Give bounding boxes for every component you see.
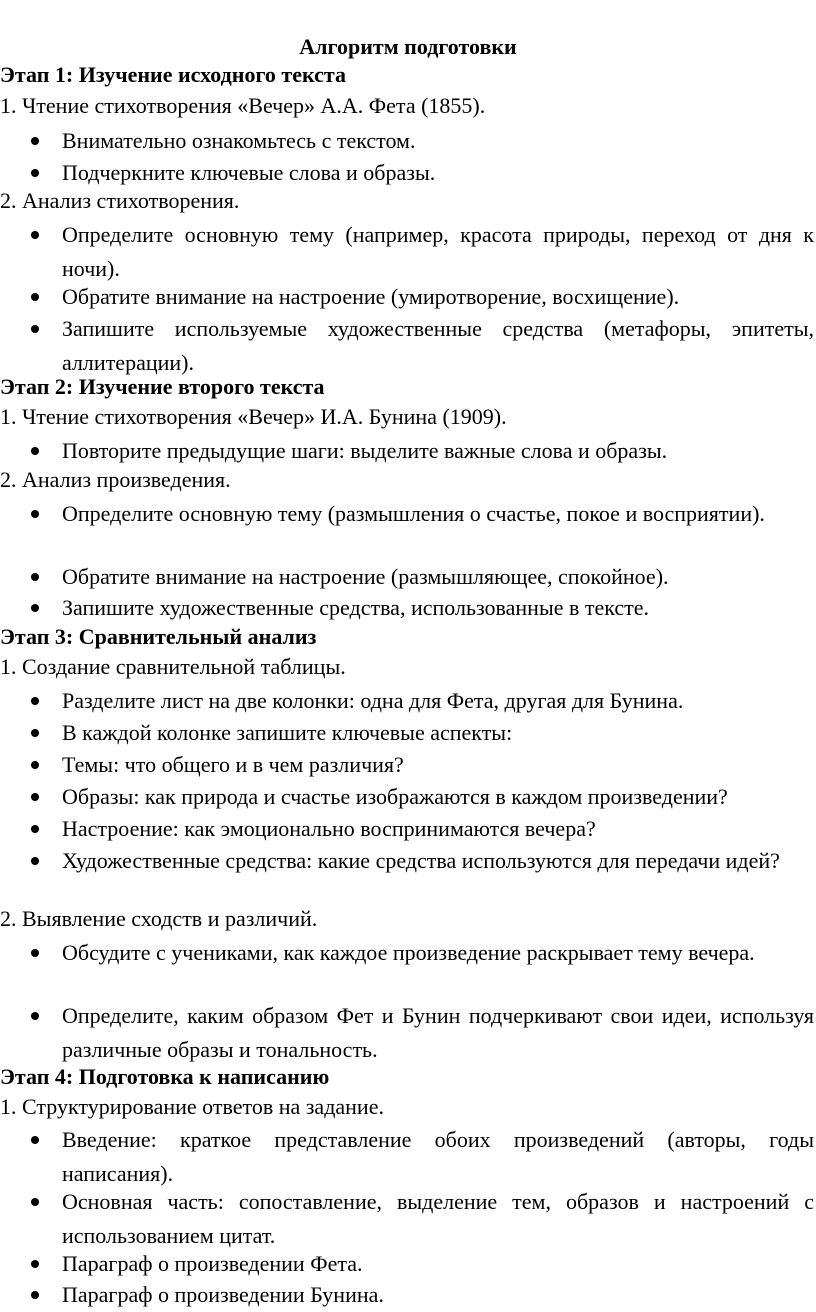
bullet-icon <box>31 1260 39 1268</box>
bullet-icon <box>31 949 39 957</box>
stage3-step1: 1. Создание сравнительной таблицы. <box>0 654 346 679</box>
stage2-heading: Этап 2: Изучение второго текста <box>0 374 325 399</box>
list-item-text: Определите основную тему (размышления о счастье, покое и восприятии). <box>62 501 765 526</box>
bullet-icon <box>31 793 39 801</box>
list-item-text: Художественные средства: какие средства используются для передачи идей? <box>62 848 780 873</box>
bullet-icon <box>31 169 39 177</box>
bullet-icon <box>31 231 39 239</box>
bullet-icon <box>31 604 39 612</box>
list-item-text: Разделите лист на две колонки: одна для Фета, другая для Бунина. <box>62 688 684 713</box>
document-title: Алгоритм подготовки <box>299 34 517 59</box>
bullet-icon <box>31 1198 39 1206</box>
stage1-step2: 2. Анализ стихотворения. <box>0 188 240 213</box>
list-item-text: Определите, каким образом Фет и Бунин подчеркивают свои идеи, используя различные образы и тональность. <box>62 1003 814 1062</box>
bullet-icon <box>31 325 39 333</box>
list-item-text: Основная часть: сопоставление, выделение тем, образов и настроений с использованием цитат. <box>62 1189 814 1248</box>
bullet-icon <box>31 573 39 581</box>
stage2-step1: 1. Чтение стихотворения «Вечер» И.А. Бунина (1909). <box>0 404 507 429</box>
list-item-text: Подчеркните ключевые слова и образы. <box>62 160 436 185</box>
bullet-icon <box>31 137 39 145</box>
list-item-text: Образы: как природа и счастье изображаются в каждом произведении? <box>62 784 728 809</box>
list-item-text: В каждой колонке запишите ключевые аспекты: <box>62 720 513 745</box>
list-item-text: Обратите внимание на настроение (размышляющее, спокойное). <box>62 564 669 589</box>
list-item-text: Запишите используемые художественные средства (метафоры, эпитеты, аллитерации). <box>62 316 814 375</box>
stage1-step1: 1. Чтение стихотворения «Вечер» А.А. Фета (1855). <box>0 93 486 118</box>
list-item-text: Определите основную тему (например, красота природы, переход от дня к ночи). <box>62 222 814 281</box>
bullet-icon <box>31 729 39 737</box>
bullet-icon <box>31 1136 39 1144</box>
bullet-icon <box>31 857 39 865</box>
list-item-text: Запишите художественные средства, использованные в тексте. <box>62 595 650 620</box>
stage3-step2: 2. Выявление сходств и различий. <box>0 906 318 931</box>
list-item-text: Повторите предыдущие шаги: выделите важные слова и образы. <box>62 438 668 463</box>
list-item-text: Введение: краткое представление обоих произведений (авторы, годы написания). <box>62 1127 814 1186</box>
list-item-text: Настроение: как эмоционально воспринимаются вечера? <box>62 816 596 841</box>
list-item-text: Обсудите с учениками, как каждое произведение раскрывает тему вечера. <box>62 940 755 965</box>
list-item-text: Внимательно ознакомьтесь с текстом. <box>62 128 416 153</box>
list-item-text: Темы: что общего и в чем различия? <box>62 752 404 777</box>
list-item-text: Обратите внимание на настроение (умиротворение, восхищение). <box>62 284 680 309</box>
stage3-heading: Этап 3: Сравнительный анализ <box>0 624 317 649</box>
bullet-icon <box>31 1012 39 1020</box>
stage4-heading: Этап 4: Подготовка к написанию <box>0 1064 330 1089</box>
stage1-heading: Этап 1: Изучение исходного текста <box>0 62 346 87</box>
bullet-icon <box>31 697 39 705</box>
list-item-text: Параграф о произведении Фета. <box>62 1251 363 1276</box>
stage2-step2: 2. Анализ произведения. <box>0 467 231 492</box>
bullet-icon <box>31 447 39 455</box>
stage4-step1: 1. Структурирование ответов на задание. <box>0 1094 384 1119</box>
bullet-icon <box>31 825 39 833</box>
bullet-icon <box>31 761 39 769</box>
bullet-icon <box>31 1291 39 1299</box>
bullet-icon <box>31 293 39 301</box>
bullet-icon <box>31 510 39 518</box>
list-item-text: Параграф о произведении Бунина. <box>62 1282 384 1307</box>
